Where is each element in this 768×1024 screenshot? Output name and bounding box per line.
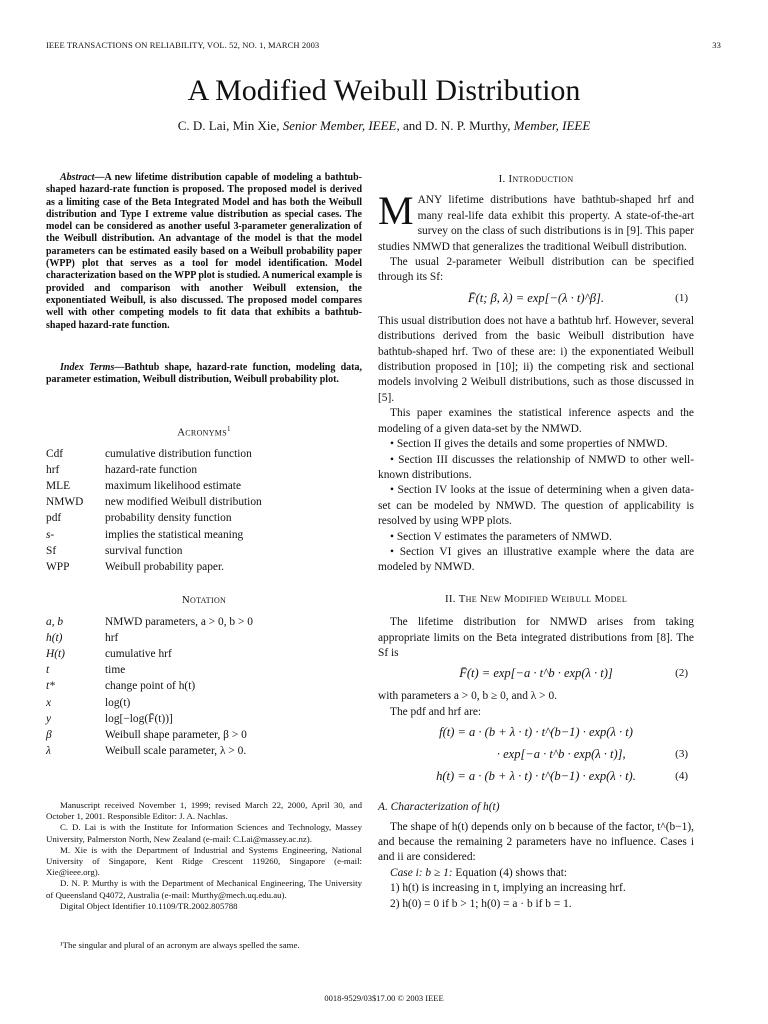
case-i <box>378 866 694 881</box>
section-bullet: • Section IV looks at the issue of determining when a given data-set can be modeled by NMWD. The question of applicability is resolved by using WPP plots. <box>378 484 694 528</box>
subsection-a-heading: A. Characterization of h(t) <box>378 801 500 814</box>
acronym-row <box>46 510 362 526</box>
equation-1 <box>378 288 694 312</box>
acronym-row <box>46 494 362 510</box>
notation-key: λ <box>46 744 51 757</box>
notation-row <box>46 711 362 727</box>
notation-value: NMWD parameters, a > 0, b > 0 <box>105 616 253 629</box>
footnote-acronym: ¹The singular and plural of an acronym are always spelled the same. <box>60 940 300 950</box>
acronym-row <box>46 462 362 478</box>
abstract-label: Abstract <box>60 172 95 183</box>
notation-row <box>46 614 362 630</box>
acronym-value: Weibull probability paper. <box>105 560 224 573</box>
notation-value: Weibull shape parameter, β > 0 <box>105 728 247 741</box>
intro-paragraph-4: This paper examines the statistical inference aspects and the modeling of a given data-set by the NMWD. <box>378 407 694 435</box>
footnote-received: Manuscript received November 1, 1999; revised March 22, 2000, April 30, and October 1, 2001. Responsible Editor: J. A. Nachlas. <box>46 800 362 822</box>
notation-list <box>46 614 362 759</box>
notation-row <box>46 646 362 662</box>
acronym-key: s- <box>46 528 55 541</box>
acronym-value: cumulative distribution function <box>105 448 252 461</box>
intro-p1-text: ANY lifetime distributions have bathtub-shaped hrf and many real-life data exhibit this property. A state-of-the-art survey on the class of such distributions is in [9]. This paper studies NMWD that generalizes the traditional Weibull distribution. <box>378 194 694 253</box>
section2-paragraph-1: The lifetime distribution for NMWD arises from taking appropriate limits on the Beta integrated distributions from [8]. The Sf is <box>378 616 694 659</box>
equation-2-number: (2) <box>675 667 688 680</box>
acronym-row <box>46 543 362 559</box>
equation-4-body: h(t) = a · (b + λ · t) · t^(b−1) · exp(λ · t). <box>436 769 636 784</box>
author-role-1: Senior Member, IEEE <box>282 118 397 133</box>
acronym-row <box>46 446 362 462</box>
paper-title: A Modified Weibull Distribution <box>187 74 581 107</box>
section-bullet: • Section III discusses the relationship of NMWD to other well-known distributions. <box>378 453 694 481</box>
intro-heading <box>378 172 694 187</box>
equation-4-number: (4) <box>675 770 688 783</box>
notation-heading-text: Notation <box>181 594 227 606</box>
case-i-label: Case i: b ≥ 1: <box>390 866 453 879</box>
section-bullet: • Section II gives the details and some properties of NMWD. <box>390 438 668 451</box>
acronym-value: implies the statistical meaning <box>105 528 244 541</box>
notation-heading <box>46 594 362 606</box>
equation-4 <box>378 766 694 790</box>
index-terms-label: Index Terms <box>60 362 115 373</box>
abstract <box>46 172 362 332</box>
acronym-key: pdf <box>46 512 62 525</box>
notation-row <box>46 630 362 646</box>
acronyms-heading-text: Acronyms <box>177 426 227 439</box>
notation-key: H(t) <box>46 648 65 661</box>
notation-row <box>46 662 362 678</box>
drop-cap: M <box>378 188 414 234</box>
author-names-1: C. D. Lai, Min Xie, <box>177 118 283 133</box>
acronym-row <box>46 478 362 494</box>
case-i-item: 1) h(t) is increasing in t, implying an increasing hrf. <box>390 882 626 895</box>
notation-row <box>46 694 362 710</box>
equation-1-body: F̄(t; β, λ) = exp[−(λ · t)^β]. <box>467 290 605 305</box>
acronym-key: MLE <box>46 480 71 493</box>
intro-paragraph-1 <box>378 188 694 255</box>
running-header-page-number: 33 <box>712 40 721 50</box>
notation-value: hrf <box>105 632 119 645</box>
notation-row <box>46 678 362 694</box>
footnote-doi: Digital Object Identifier 10.1109/TR.2002.805788 <box>60 900 238 911</box>
acronym-row <box>46 559 362 575</box>
notation-row <box>46 743 362 759</box>
notation-value: log[−log(F̄(t))] <box>105 712 173 725</box>
acronym-value: maximum likelihood estimate <box>105 480 242 493</box>
acronym-key: Cdf <box>46 448 64 461</box>
acronym-value: hazard-rate function <box>105 464 198 477</box>
equation-3a-body: f(t) = a · (b + λ · t) · t^(b−1) · exp(λ · t) <box>439 725 633 740</box>
running-header-journal: IEEE TRANSACTIONS ON RELIABILITY, VOL. 52, NO. 1, MARCH 2003 <box>46 40 320 50</box>
notation-value: time <box>105 664 126 677</box>
intro-heading-text: Introduction <box>508 173 574 185</box>
index-terms <box>46 362 362 387</box>
case-i-item: 2) h(0) = 0 if b > 1; h(0) = a · b if b = 1. <box>390 897 572 910</box>
acronym-row <box>46 526 362 542</box>
intro-heading-num: I. <box>498 173 509 185</box>
equation-3-number: (3) <box>675 748 688 761</box>
acronym-key: hrf <box>46 464 60 477</box>
footnote-xie: M. Xie is with the Department of Industrial and Systems Engineering, National University of Singapore, Kent Ridge Crescent 119260, Singapore (e-mail: Xie@ieee.org). <box>46 844 362 878</box>
footnote-murthy: D. N. P. Murthy is with the Department of Mechanical Engineering, The University of Queensland Q4072, Australia (e-mail: Murthy@mech.uq.edu.au). <box>46 878 362 900</box>
equation-3b-body: · exp[−a · t^b · exp(λ · t)], <box>496 747 626 762</box>
intro-paragraph-3: This usual distribution does not have a bathtub hrf. However, several distributions derived from the basic Weibull distribution have bathtub-shaped hrf. Two of these are: i) the exponentiated Weibull distribution proposed in [10]; ii) the competing risk and sectional models involving 2 Weibull distributions, such as those discussed in [5]. <box>378 314 694 404</box>
acronym-key: NMWD <box>46 496 84 509</box>
section2-heading <box>378 592 694 607</box>
notation-value: log(t) <box>105 696 131 709</box>
notation-key: t* <box>46 680 55 693</box>
acronym-key: Sf <box>46 544 57 557</box>
acronyms-list <box>46 446 362 575</box>
equation-1-number: (1) <box>675 291 688 304</box>
acronyms-footnote-mark: 1 <box>226 425 231 433</box>
equation-3a <box>378 722 694 742</box>
footnote-lai: C. D. Lai is with the Institute for Information Sciences and Technology, Massey University, Palmerston North, New Zealand (e-mail: C.Lai@massey.ac.nz). <box>46 822 362 844</box>
author-role-2: Member, IEEE <box>513 118 591 133</box>
notation-key: y <box>46 712 52 725</box>
equation-3b <box>378 744 694 764</box>
notation-key: x <box>46 696 52 709</box>
author-line <box>0 118 768 134</box>
notation-key: β <box>46 728 52 741</box>
acronyms-heading <box>46 425 362 439</box>
index-terms-text: —Bathtub shape, hazard-rate function, modeling data, parameter estimation, Weibull distribution, Weibull probability plot. <box>46 362 362 386</box>
acronym-value: probability density function <box>105 512 232 525</box>
abstract-text: —A new lifetime distribution capable of modeling a bathtub-shaped hazard-rate function is proposed. The proposed model is derived as a limiting case of the Beta Integrated Model and has both the Weibull distribution and Type I extreme value distribution as special cases. The model can be considered as another useful 3-parameter generalization of the Weibull distribution. An advantage of the model is that the model parameters can be estimated easily based on a Weibull probability paper (WPP) plot that serves as a tool for model identification. Model characterization based on the WPP plot is studied. A numerical example is provided and comparison with another Weibull extension, the exponentiated Weibull, is also discussed. The proposed model compares well with other competing models to fit data that exhibits a bathtub-shaped hazard-rate function. <box>46 172 362 331</box>
notation-key: h(t) <box>46 632 63 645</box>
manuscript-footnotes <box>46 800 362 912</box>
notation-row <box>46 727 362 743</box>
case-i-text: Equation (4) shows that: <box>452 866 568 879</box>
equation-2-body: F̄(t) = exp[−a · t^b · exp(λ · t)] <box>459 666 613 681</box>
page-footer-copyright: 0018-9529/03$17.00 © 2003 IEEE <box>324 993 444 1003</box>
section2-heading-num: II. <box>444 592 459 605</box>
section2-paragraph-2: with parameters a > 0, b ≥ 0, and λ > 0. <box>378 690 557 703</box>
section2-heading-text: The New Modified Weibull Model <box>458 592 628 605</box>
intro-paragraph-2: The usual 2-parameter Weibull distribution can be specified through its Sf: <box>378 256 694 284</box>
subsection-a-paragraph: The shape of h(t) depends only on b because of the factor, t^(b−1), and because the remaining 2 parameters have no influence. Cases i and ii are considered: <box>378 820 694 864</box>
notation-key: a, b <box>46 616 64 629</box>
section2-paragraph-3: The pdf and hrf are: <box>390 705 482 718</box>
notation-key: t <box>46 664 50 677</box>
section-bullet: • Section V estimates the parameters of NMWD. <box>390 530 612 543</box>
notation-value: change point of h(t) <box>105 680 196 693</box>
right-column <box>378 172 694 912</box>
author-names-2: , and D. N. P. Murthy, <box>396 118 514 133</box>
acronym-key: WPP <box>46 560 70 573</box>
equation-2 <box>378 663 694 687</box>
acronym-value: survival function <box>105 544 183 557</box>
notation-value: cumulative hrf <box>105 648 172 661</box>
notation-value: Weibull scale parameter, λ > 0. <box>105 744 247 757</box>
acronym-value: new modified Weibull distribution <box>105 496 262 509</box>
section-bullet: • Section VI gives an illustrative example where the data are modeled by NMWD. <box>378 545 694 574</box>
